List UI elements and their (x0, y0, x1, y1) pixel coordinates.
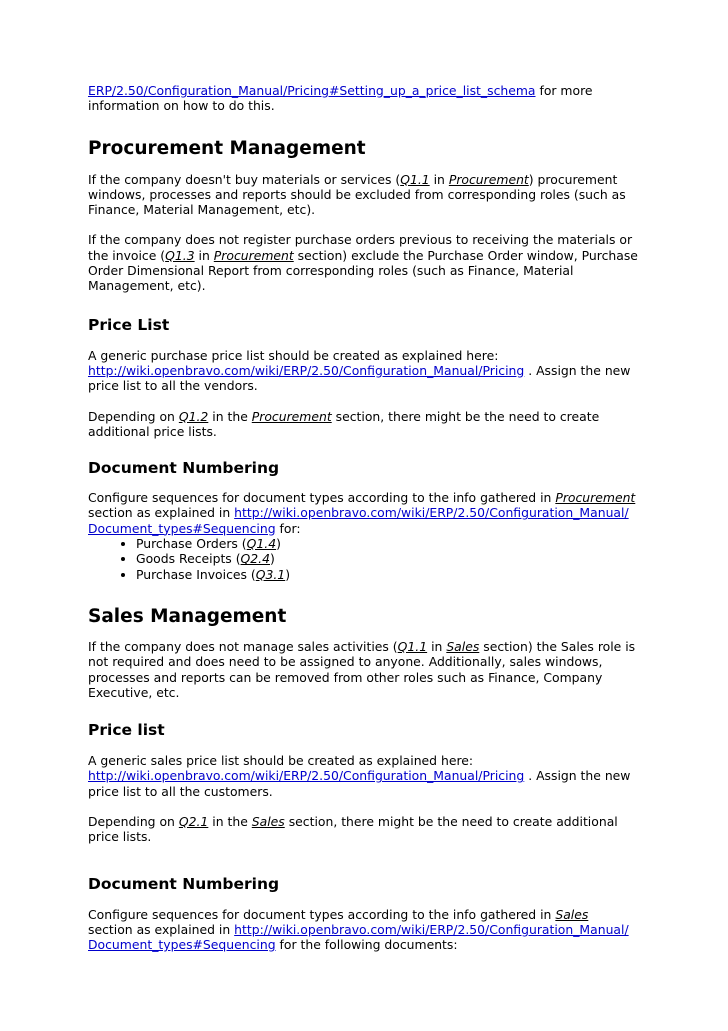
sales-price-list-paragraph-2: Depending on Q2.1 in the Sales section, there might be the need to create additional price lists. (88, 814, 618, 845)
sales-price-list-heading: Price list (88, 721, 165, 740)
procurement-paragraph-2: If the company does not register purchase orders previous to receiving the materials or the invoice (Q1.3 in Procurement section) exclude the Purchase Order window, Purchase Order Dimensional Report from corresponding roles (such as Finance, Material Management, etc). (88, 232, 638, 294)
procurement-price-list-paragraph-2: Depending on Q1.2 in the Procurement section, there might be the need to create additional price lists. (88, 408, 600, 439)
procurement-management-heading: Procurement Management (88, 137, 366, 159)
price-list-schema-link[interactable]: ERP/2.50/Configuration_Manual/Pricing#Setting_up_a_price_list_schema (88, 83, 536, 98)
procurement-numbering-paragraph: Configure sequences for document types according to the info gathered in Procurement section as explained in http://wiki.openbravo.com/wiki/ERP/2.50/Configuration_Manual/ Document_types#Sequencing for: (88, 490, 636, 536)
sales-management-heading: Sales Management (88, 605, 287, 627)
sales-sequencing-link[interactable]: http://wiki.openbravo.com/wiki/ERP/2.50/Configuration_Manual/ Document_types#Sequencing (88, 921, 629, 953)
sales-numbering-paragraph: Configure sequences for document types according to the info gathered in Sales section as explained in http://wiki.openbravo.com/wiki/ERP/2.50/Configuration_Manual/ Document_types#Sequencing for the following documents: (88, 906, 629, 953)
procurement-pricing-link[interactable]: http://wiki.openbravo.com/wiki/ERP/2.50/Configuration_Manual/Pricing (88, 362, 525, 378)
procurement-document-list (88, 536, 648, 582)
sales-paragraph-1: If the company does not manage sales activities (Q1.1 in Sales section) the Sales role is not required and does need to be assigned to anyone. Additionally, sales windows, processes and reports can be removed from other roles such as Finance, Company Executive, etc. (88, 638, 636, 700)
procurement-paragraph-1: If the company doesn't buy materials or services (Q1.1 in Procurement) procurement windows, processes and reports should be excluded from corresponding roles (such as Finance, Material Management, etc). (88, 171, 626, 218)
list-item: • Purchase Orders (Q1.4) (136, 536, 648, 551)
procurement-document-numbering-heading: Document Numbering (88, 459, 280, 478)
sales-pricing-link[interactable]: http://wiki.openbravo.com/wiki/ERP/2.50/Configuration_Manual/Pricing (88, 768, 525, 784)
sales-price-list-paragraph-1: A generic sales price list should be created as explained here: http://wiki.openbravo.com/wiki/ERP/2.50/Configuration_Manual/Pricing . Assign the new price list to all the customers. (88, 753, 631, 799)
list-item: • Purchase Invoices (Q3.1) (136, 567, 648, 582)
intro-paragraph: ERP/2.50/Configuration_Manual/Pricing#Setting_up_a_price_list_schema for more information on how to do this. (88, 83, 593, 114)
procurement-price-list-paragraph-1: A generic purchase price list should be created as explained here: http://wiki.openbravo.com/wiki/ERP/2.50/Configuration_Manual/Pricing . Assign the new price list to all the vendors. (88, 347, 631, 394)
list-item: • Goods Receipts (Q2.4) (136, 551, 648, 566)
procurement-sequencing-link[interactable]: http://wiki.openbravo.com/wiki/ERP/2.50/Configuration_Manual/ Document_types#Sequencing (88, 505, 629, 536)
procurement-price-list-heading: Price List (88, 315, 170, 334)
sales-document-numbering-heading: Document Numbering (88, 874, 280, 893)
